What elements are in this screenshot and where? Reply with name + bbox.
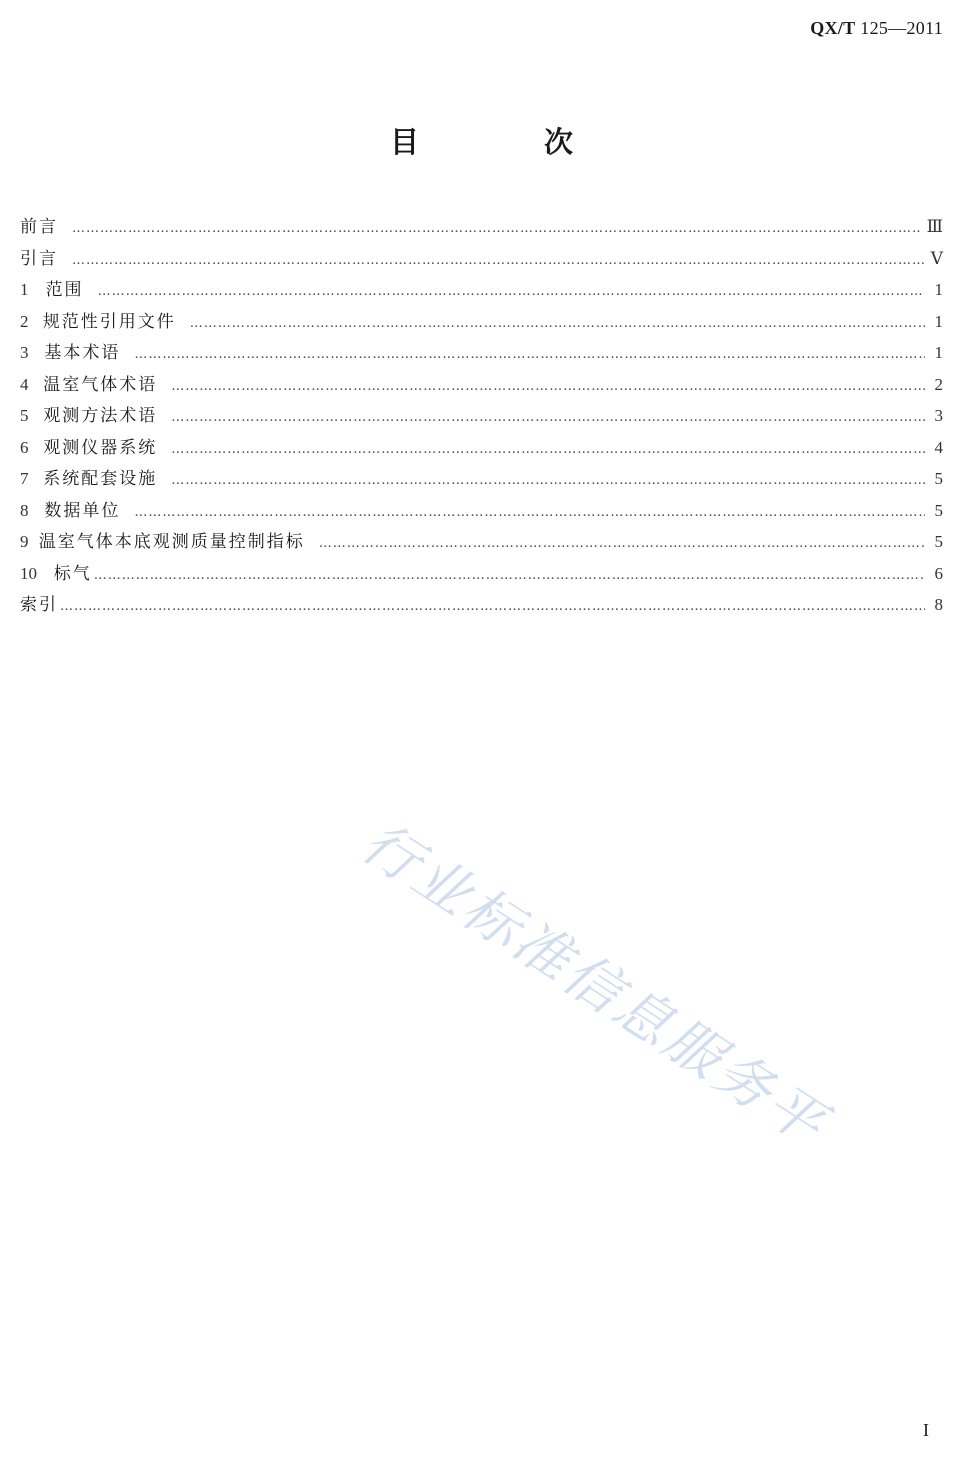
toc-dot-leader bbox=[72, 245, 925, 277]
standard-prefix: QX/T bbox=[810, 18, 856, 38]
toc-page-number: 5 bbox=[934, 532, 943, 551]
toc-entry-number: 8 bbox=[20, 500, 29, 520]
toc-entry-label: 系统配套设施 bbox=[43, 469, 158, 489]
toc-page-number: 1 bbox=[934, 311, 943, 331]
toc-entry-number: 7 bbox=[20, 469, 29, 488]
toc-entry-7[interactable] bbox=[20, 463, 943, 495]
toc-entry-number: 5 bbox=[20, 406, 29, 425]
toc-entry-label: 标气 bbox=[53, 563, 92, 584]
toc-entry-label: 前言 bbox=[20, 217, 58, 237]
toc-entry-label: 引言 bbox=[20, 248, 58, 269]
toc-entry-number: 4 bbox=[20, 374, 29, 394]
toc-entry-number: 10 bbox=[20, 563, 37, 583]
toc-dot-leader bbox=[171, 371, 925, 403]
toc-dot-leader bbox=[94, 560, 925, 592]
toc-dot-leader bbox=[134, 339, 925, 371]
toc-entry-number: 1 bbox=[20, 280, 29, 299]
toc-page-number: 1 bbox=[934, 280, 943, 299]
toc-page-number: Ⅴ bbox=[930, 248, 943, 268]
toc-entry-label: 温室气体术语 bbox=[43, 374, 158, 395]
toc-entry-6[interactable] bbox=[20, 432, 943, 464]
toc-entry-10[interactable] bbox=[20, 558, 943, 590]
toc-page-number: 4 bbox=[934, 437, 943, 457]
toc-dot-leader bbox=[171, 402, 925, 434]
toc-dot-leader bbox=[98, 276, 925, 308]
toc-entry-number: 6 bbox=[20, 437, 29, 457]
toc-entry-number: 2 bbox=[20, 311, 29, 331]
toc-entry-index[interactable] bbox=[20, 589, 943, 621]
toc-page-number: 3 bbox=[934, 406, 943, 425]
toc-entry-number: 9 bbox=[20, 532, 29, 551]
page-number: I bbox=[923, 1420, 929, 1440]
toc-page-number: 5 bbox=[934, 500, 943, 520]
toc-page-number: 6 bbox=[934, 563, 943, 583]
toc-entry-label: 基本术语 bbox=[44, 343, 121, 363]
standard-code bbox=[810, 18, 943, 39]
toc-entry-4[interactable] bbox=[20, 369, 943, 401]
toc-page-number: Ⅲ bbox=[926, 217, 943, 236]
toc-entry-introduction[interactable] bbox=[20, 243, 943, 275]
toc-dot-leader bbox=[190, 308, 925, 340]
toc-dot-leader bbox=[171, 465, 925, 497]
toc-dot-leader bbox=[72, 213, 921, 245]
table-of-contents bbox=[20, 211, 943, 621]
toc-entry-8[interactable] bbox=[20, 495, 943, 527]
toc-dot-leader bbox=[319, 528, 925, 560]
toc-entry-label: 观测方法术语 bbox=[43, 406, 158, 426]
toc-entry-1[interactable] bbox=[20, 274, 943, 306]
watermark: 行业标准信息服务平 bbox=[350, 810, 839, 1159]
standard-number: 125—2011 bbox=[860, 18, 943, 38]
toc-entry-label: 温室气体本底观测质量控制指标 bbox=[38, 532, 305, 552]
toc-dot-leader bbox=[134, 497, 925, 529]
toc-page-number: 2 bbox=[934, 374, 943, 394]
toc-entry-label: 范围 bbox=[45, 280, 84, 300]
toc-entry-label: 索引 bbox=[20, 595, 58, 615]
toc-dot-leader bbox=[60, 591, 925, 623]
toc-entry-2[interactable] bbox=[20, 306, 943, 338]
toc-page-number: 5 bbox=[934, 469, 943, 488]
toc-entry-label: 观测仪器系统 bbox=[43, 437, 158, 458]
toc-entry-number: 3 bbox=[20, 343, 29, 362]
page-title: 目 次 bbox=[389, 125, 621, 159]
toc-page-number: 8 bbox=[934, 595, 943, 614]
toc-entry-3[interactable] bbox=[20, 337, 943, 369]
toc-entry-label: 规范性引用文件 bbox=[42, 311, 176, 332]
toc-page-number: 1 bbox=[934, 343, 943, 362]
toc-entry-9[interactable] bbox=[20, 526, 943, 558]
toc-entry-5[interactable] bbox=[20, 400, 943, 432]
toc-entry-label: 数据单位 bbox=[44, 500, 121, 521]
toc-dot-leader bbox=[171, 434, 925, 466]
toc-entry-foreword[interactable] bbox=[20, 211, 943, 243]
